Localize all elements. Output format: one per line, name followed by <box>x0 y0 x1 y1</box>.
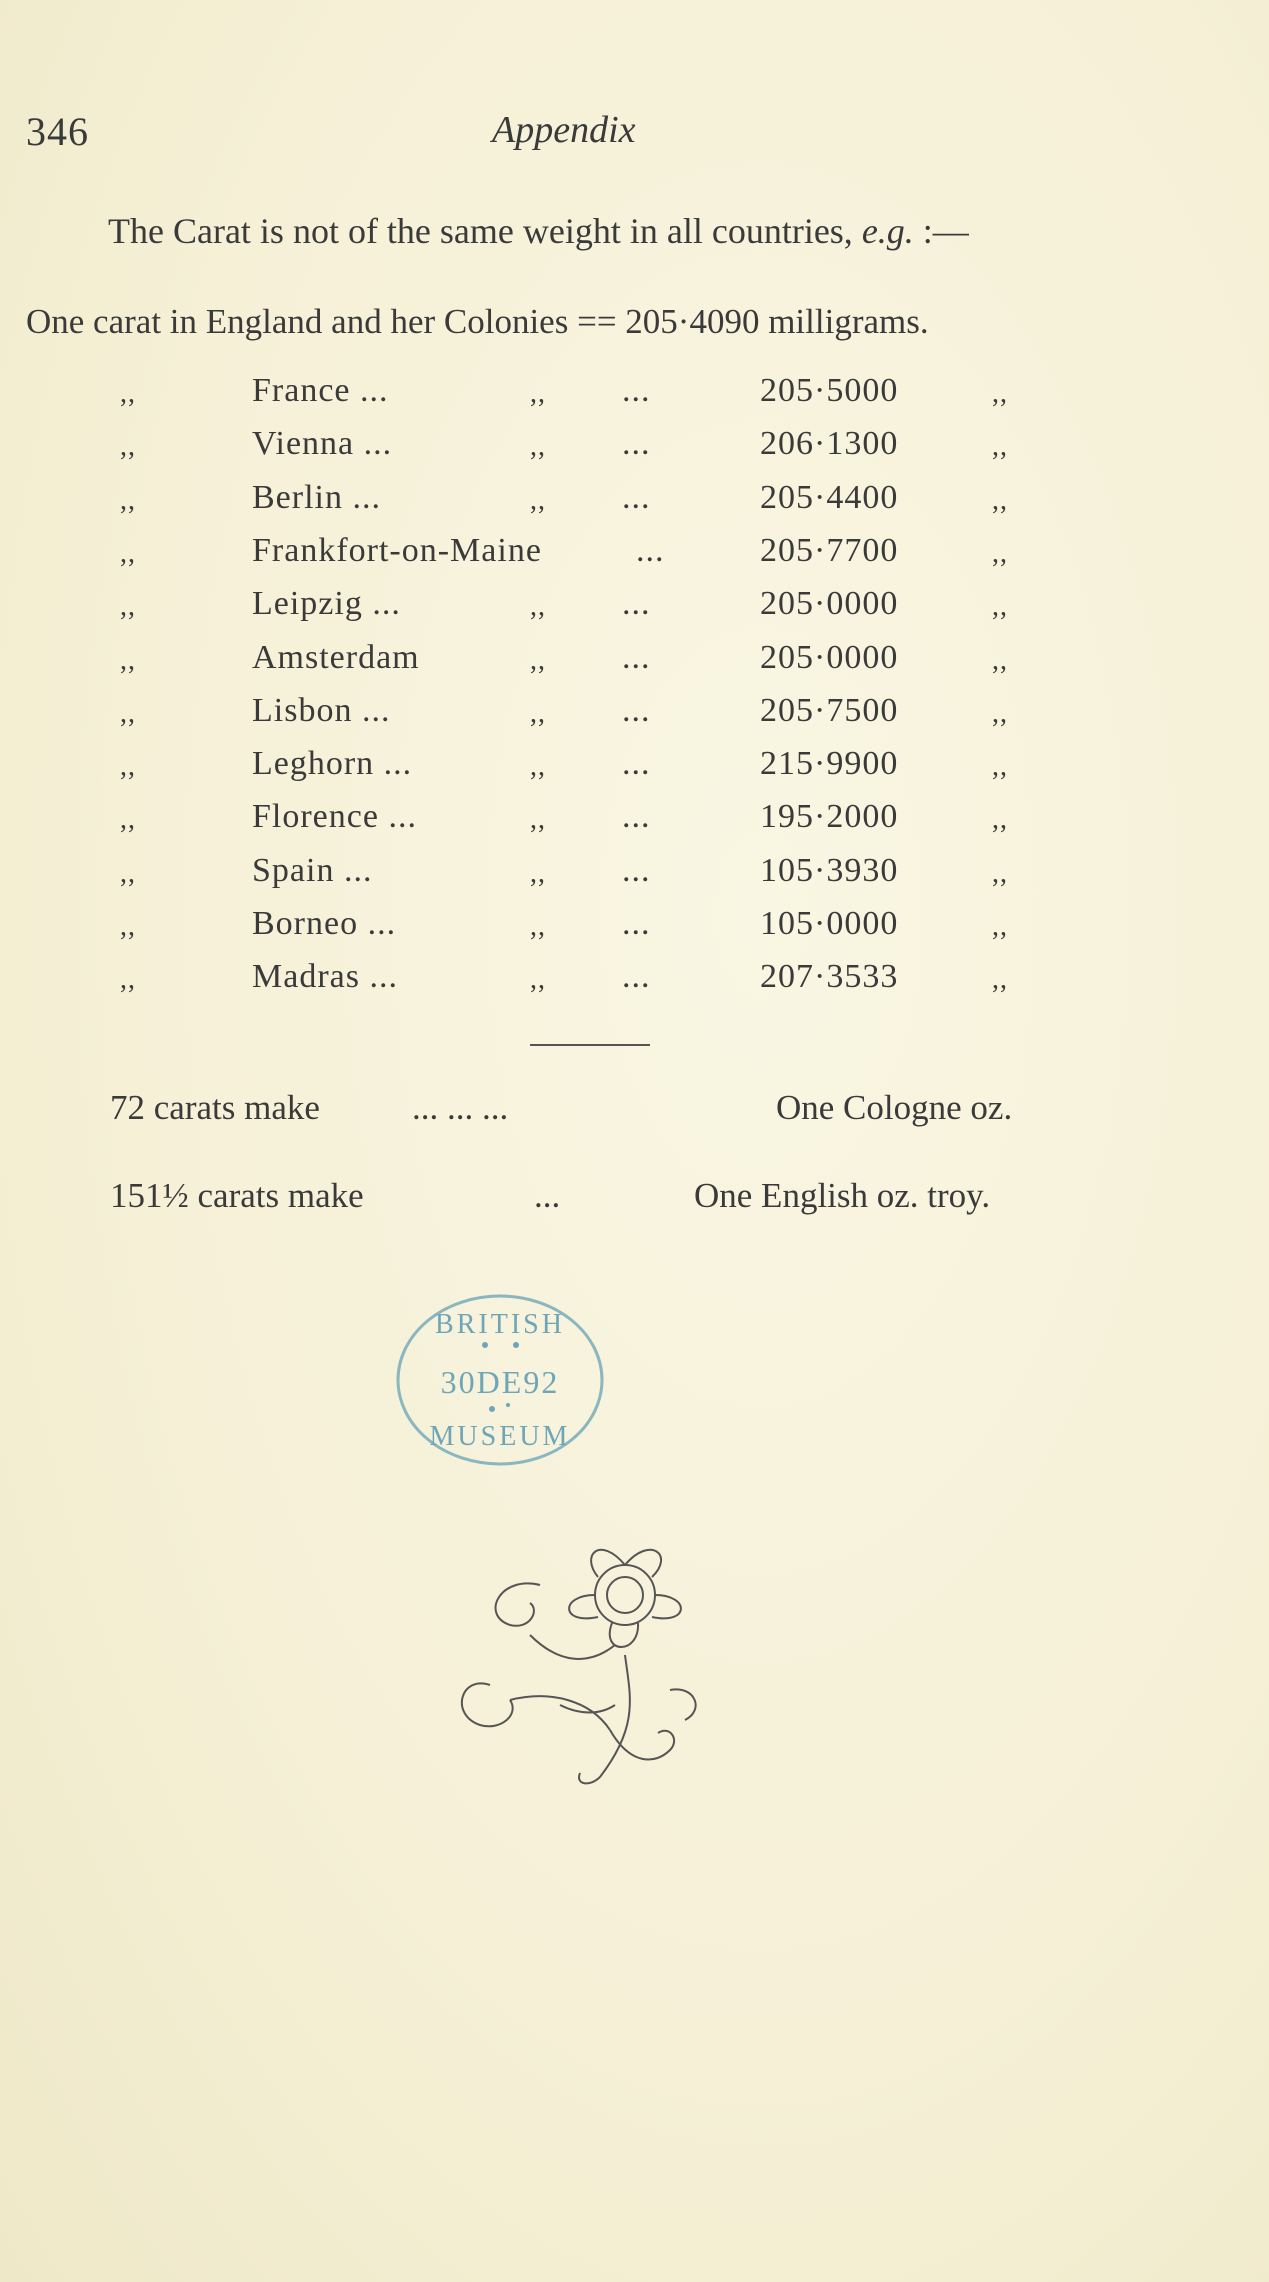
ditto-mark-left: ,, <box>120 431 136 462</box>
milligram-value: 205·0000 <box>760 639 899 676</box>
stamp-date: 30DE92 <box>440 1364 560 1400</box>
place-name: Lisbon ... <box>252 692 391 729</box>
table-row <box>0 745 1269 795</box>
leader-dots: ... <box>622 585 651 622</box>
place-name: Leipzig ... <box>252 585 401 622</box>
ditto-mark-right: ,, <box>992 858 1008 889</box>
table-row <box>0 639 1269 689</box>
ditto-mark-left: ,, <box>120 858 136 889</box>
leader-dots: ... <box>622 479 651 516</box>
leader-dots: ... <box>622 745 651 782</box>
table-row <box>0 532 1269 582</box>
ditto-mark-middle: ,, <box>530 485 546 516</box>
ditto-mark-middle: ,, <box>530 378 546 409</box>
intro-sentence <box>108 210 969 252</box>
ditto-mark-left: ,, <box>120 485 136 516</box>
milligram-value: 205·5000 <box>760 372 899 409</box>
table-row <box>0 692 1269 742</box>
ditto-mark-right: ,, <box>992 804 1008 835</box>
leader-dots: ... <box>622 639 651 676</box>
ditto-mark-left: ,, <box>120 645 136 676</box>
summary-line2-dots: ... <box>534 1176 561 1215</box>
ditto-mark-right: ,, <box>992 964 1008 995</box>
place-name: Berlin ... <box>252 479 381 516</box>
ditto-mark-middle: ,, <box>530 591 546 622</box>
ditto-mark-right: ,, <box>992 645 1008 676</box>
intro-tail: :— <box>913 211 969 251</box>
ditto-mark-middle: ,, <box>530 698 546 729</box>
ditto-mark-right: ,, <box>992 431 1008 462</box>
table-row <box>0 372 1269 422</box>
ditto-mark-right: ,, <box>992 911 1008 942</box>
table-row <box>0 958 1269 1008</box>
milligram-value: 207·3533 <box>760 958 899 995</box>
ditto-mark-middle: ,, <box>530 858 546 889</box>
stamp-top-text: BRITISH <box>435 1309 565 1340</box>
intro-eg: e.g. <box>861 211 914 251</box>
milligram-value: 205·7700 <box>760 532 899 569</box>
place-name: Borneo ... <box>252 905 397 942</box>
place-name: Vienna ... <box>252 425 393 462</box>
milligram-value: 215·9900 <box>760 745 899 782</box>
ditto-mark-left: ,, <box>120 911 136 942</box>
page-number: 346 <box>26 109 89 154</box>
leader-dots: ... <box>622 852 651 889</box>
england-carat-line: One carat in England and her Colonies == 205·4090 milligrams. <box>26 302 929 341</box>
leader-dots: ... <box>636 532 665 569</box>
place-name: Spain ... <box>252 852 373 889</box>
table-row <box>0 425 1269 475</box>
milligram-value: 205·7500 <box>760 692 899 729</box>
ditto-mark-right: ,, <box>992 591 1008 622</box>
table-row <box>0 798 1269 848</box>
ditto-mark-right: ,, <box>992 378 1008 409</box>
ditto-mark-left: ,, <box>120 964 136 995</box>
ditto-mark-middle: ,, <box>530 804 546 835</box>
ditto-mark-right: ,, <box>992 485 1008 516</box>
table-row <box>0 479 1269 529</box>
running-head: Appendix <box>492 109 636 151</box>
summary-line2-right: One English oz. troy. <box>694 1176 991 1215</box>
milligram-value: 195·2000 <box>760 798 899 835</box>
ditto-mark-right: ,, <box>992 698 1008 729</box>
leader-dots: ... <box>622 905 651 942</box>
summary-line1-dots: ... ... ... <box>412 1088 509 1127</box>
leader-dots: ... <box>622 425 651 462</box>
ditto-mark-left: ,, <box>120 751 136 782</box>
ditto-mark-left: ,, <box>120 591 136 622</box>
ditto-mark-left: ,, <box>120 804 136 835</box>
intro-text: The Carat is not of the same weight in all countries, <box>108 211 853 251</box>
ditto-mark-left: ,, <box>120 698 136 729</box>
place-name: Frankfort-on-Maine <box>252 532 542 569</box>
place-name: Florence ... <box>252 798 417 835</box>
milligram-value: 206·1300 <box>760 425 899 462</box>
table-row <box>0 905 1269 955</box>
ditto-mark-middle: ,, <box>530 911 546 942</box>
milligram-value: 205·0000 <box>760 585 899 622</box>
ditto-mark-middle: ,, <box>530 964 546 995</box>
milligram-value: 105·3930 <box>760 852 899 889</box>
table-row <box>0 852 1269 902</box>
ditto-mark-middle: ,, <box>530 645 546 676</box>
ditto-mark-right: ,, <box>992 751 1008 782</box>
floral-ornament-icon <box>440 1515 730 1795</box>
summary-line1-left: 72 carats make <box>110 1088 320 1127</box>
leader-dots: ... <box>622 958 651 995</box>
table-row <box>0 585 1269 635</box>
place-name: France ... <box>252 372 389 409</box>
place-name: Amsterdam <box>252 639 420 676</box>
stamp-bottom-text: MUSEUM <box>429 1421 571 1452</box>
ditto-mark-middle: ,, <box>530 751 546 782</box>
leader-dots: ... <box>622 372 651 409</box>
museum-stamp <box>380 1285 620 1475</box>
milligram-value: 105·0000 <box>760 905 899 942</box>
place-name: Leghorn ... <box>252 745 413 782</box>
ditto-mark-left: ,, <box>120 538 136 569</box>
leader-dots: ... <box>622 692 651 729</box>
milligram-value: 205·4400 <box>760 479 899 516</box>
ditto-mark-left: ,, <box>120 378 136 409</box>
summary-line2-left: 151½ carats make <box>110 1176 364 1215</box>
place-name: Madras ... <box>252 958 398 995</box>
ditto-mark-middle: ,, <box>530 431 546 462</box>
summary-line1-right: One Cologne oz. <box>776 1088 1013 1127</box>
ditto-mark-right: ,, <box>992 538 1008 569</box>
divider-rule <box>530 1044 650 1046</box>
leader-dots: ... <box>622 798 651 835</box>
